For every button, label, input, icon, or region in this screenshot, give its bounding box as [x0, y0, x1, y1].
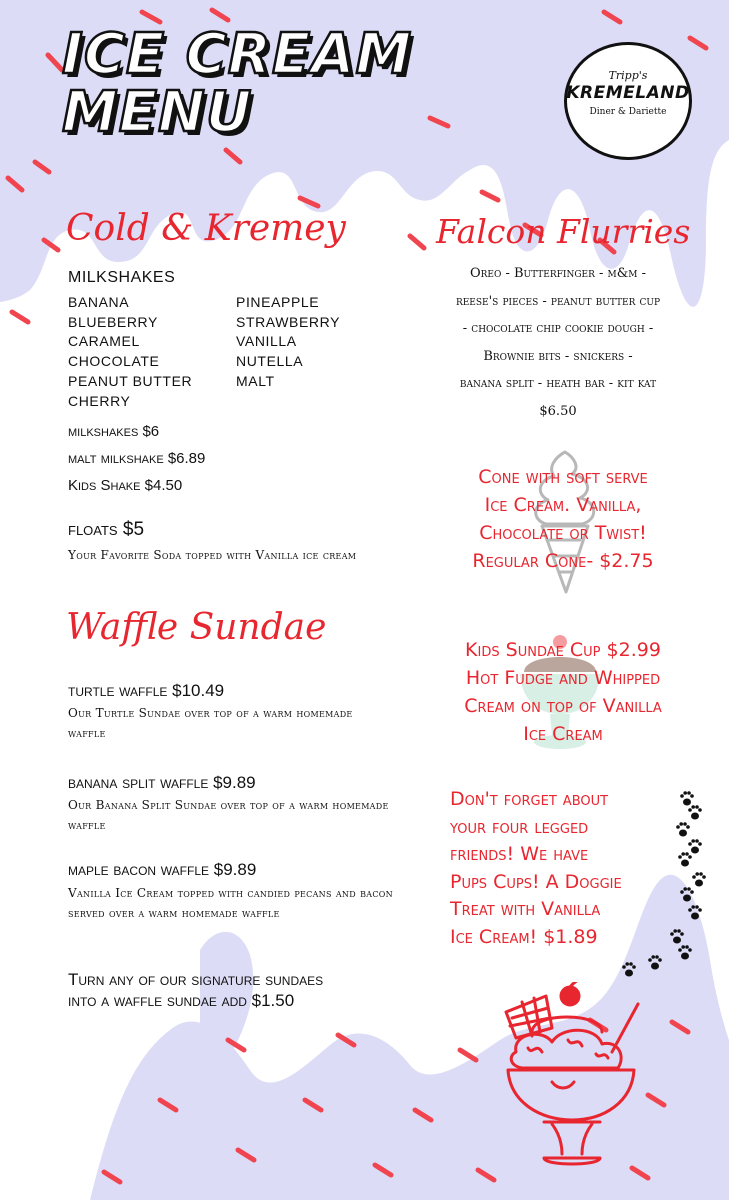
cone-line: Ice Cream. Vanilla,	[484, 494, 642, 516]
pups-cup-line: Pups Cups! A Doggie	[450, 870, 622, 893]
flavor-item: CHOCOLATE	[68, 353, 160, 370]
milkshakes-label: MILKSHAKES	[68, 269, 176, 286]
floats-description: Your Favorite Soda topped with Vanilla ice cream	[68, 548, 357, 562]
flurries-line: - chocolate chip cookie dough -	[462, 321, 654, 336]
pups-cup-line: Don't forget about	[450, 788, 609, 810]
flavor-item: CARAMEL	[68, 333, 140, 350]
pups-cup-line: friends! We have	[450, 843, 589, 865]
banana-split-waffle-description: Our Banana Split Sundae over top of a warm homemade waffle	[68, 798, 389, 832]
cold-kremey-heading: Cold & Kremey	[66, 208, 346, 249]
menu-title-line1: ICE CREAM	[62, 22, 413, 87]
paw-print-icon	[680, 887, 694, 901]
pups-cup-line: your four legged	[450, 815, 589, 838]
turtle-waffle-description: Our Turtle Sundae over top of a warm homemade waffle	[68, 706, 353, 740]
paw-prints-trail	[615, 785, 715, 985]
paw-print-icon	[692, 872, 706, 886]
paw-print-icon	[688, 805, 702, 819]
menu-title	[62, 22, 413, 145]
maple-bacon-waffle-name: maple bacon waffle $9.89	[68, 860, 257, 879]
flurries-toppings	[408, 260, 708, 425]
turtle-waffle-name: turtle waffle $10.49	[68, 681, 225, 700]
malt-milkshake-price: malt milkshake $6.89	[68, 450, 206, 467]
paw-print-icon	[688, 839, 702, 853]
flavor-item: VANILLA	[236, 333, 297, 350]
paw-print-icon	[622, 962, 636, 976]
flurries-line: banana split - heath bar - kit kat	[459, 376, 657, 391]
pups-cup-line: Ice Cream! $1.89	[450, 925, 598, 948]
paw-print-icon	[670, 929, 684, 943]
flavor-item: NUTELLA	[236, 353, 304, 370]
flurries-line: Brownie bits - snickers -	[483, 348, 633, 364]
paw-print-icon	[680, 791, 694, 805]
flurries-price: $6.50	[539, 403, 577, 419]
kids-sundae-line: Ice Cream	[523, 723, 603, 745]
logo-sub-text: Diner & Dariette	[589, 107, 667, 117]
flurries-line: Oreo - Butterfinger - m&m -	[469, 266, 647, 281]
ice-cream-sundae-illustration	[492, 982, 652, 1174]
flavor-item: PINEAPPLE	[236, 294, 320, 310]
floats-price: floats $5	[68, 519, 145, 540]
kids-sundae-line: Kids Sundae Cup $2.99	[465, 639, 661, 661]
cone-line: Cone with soft serve	[478, 466, 648, 488]
paw-print-icon	[676, 822, 690, 836]
logo-top-text: Tripp's	[608, 69, 648, 82]
cone-offer	[418, 463, 708, 575]
kremeland-logo	[564, 42, 692, 160]
banana-split-waffle-name: banana split waffle $9.89	[68, 773, 256, 792]
paw-print-icon	[678, 852, 692, 866]
flavor-list-right	[236, 293, 340, 392]
kids-sundae-offer	[418, 636, 708, 748]
maple-bacon-waffle-description: Vanilla Ice Cream topped with candied pecans and bacon served over a warm homemade waffle	[68, 886, 393, 920]
logo-main-text: KREMELAND	[566, 83, 690, 103]
flavor-item: BLUEBERRY	[68, 313, 158, 330]
flavor-item: MALT	[236, 372, 275, 389]
flavor-item: CHERRY	[68, 392, 131, 409]
falcon-flurries-heading: Falcon Flurries	[436, 212, 691, 251]
kids-sundae-line: Cream on top of Vanilla	[464, 695, 662, 717]
flurries-line: reese's pieces - peanut butter cup	[455, 293, 661, 309]
kids-shake-price: Kids Shake $4.50	[68, 477, 183, 494]
kids-sundae-line: Hot Fudge and Whipped	[465, 667, 661, 689]
paw-print-icon	[688, 905, 702, 919]
cone-line: Regular Cone- $2.75	[472, 550, 654, 572]
paw-print-icon	[648, 955, 662, 969]
pups-cup-line: Treat with Vanilla	[450, 898, 601, 920]
flavor-list-left	[68, 293, 192, 411]
cone-line: Chocolate or Twist!	[479, 522, 647, 544]
paw-print-icon	[678, 945, 692, 959]
flavor-item: BANANA	[68, 294, 130, 310]
waffle-sundae-heading: Waffle Sundae	[66, 607, 327, 648]
milkshakes-price: milkshakes $6	[68, 423, 160, 440]
flavor-item: STRAWBERRY	[236, 313, 341, 330]
waffle-upgrade-note: Turn any of our signature sundaes into a waffle sundae add $1.50	[68, 970, 324, 1010]
flavor-item: PEANUT BUTTER	[68, 372, 193, 389]
menu-title-line2: MENU	[62, 80, 253, 145]
